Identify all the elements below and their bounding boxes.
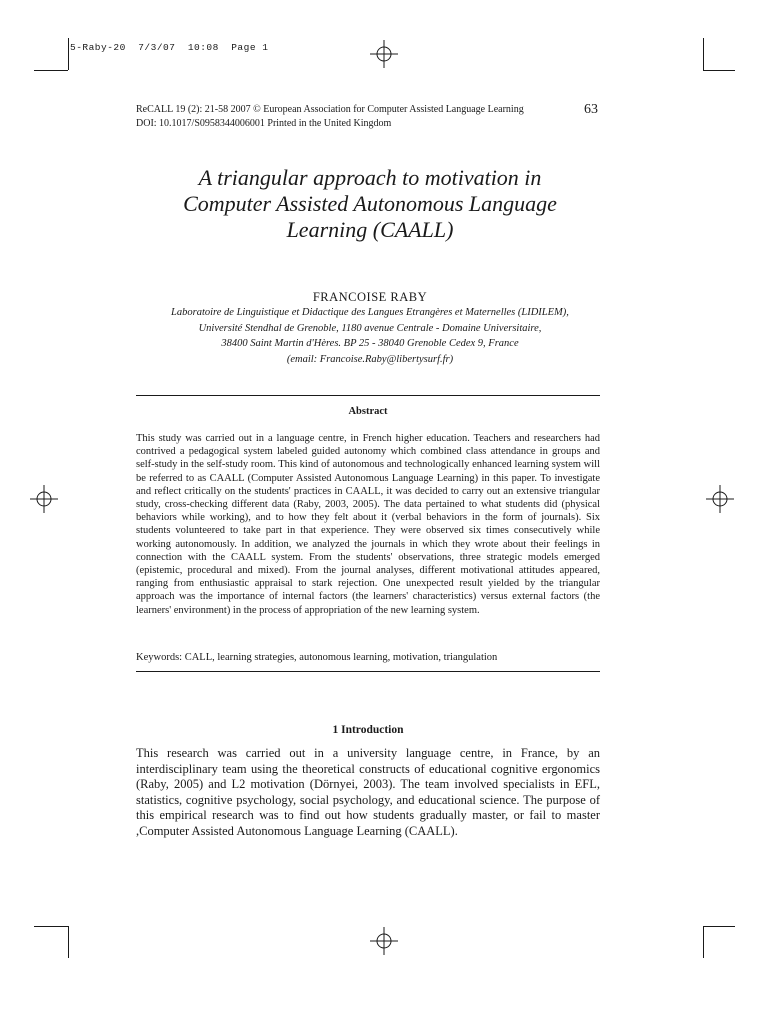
doi-line: DOI: 10.1017/S0958344006001 Printed in the United Kingdom (136, 118, 392, 129)
affiliation-line-1: Laboratoire de Linguistique et Didactique des Langues Etrangères et Maternelles (LIDILEM), (171, 307, 569, 318)
registration-mark-left-icon (30, 485, 58, 513)
registration-mark-right-icon (706, 485, 734, 513)
crop-mark-top-left-v (68, 38, 69, 70)
registration-mark-top-icon (370, 40, 398, 68)
section-heading-introduction: 1 Introduction (332, 724, 404, 736)
page-number: 63 (584, 102, 598, 117)
printer-slug: 5-Raby-20 7/3/07 10:08 Page 1 (70, 42, 269, 53)
registration-mark-bottom-icon (370, 927, 398, 955)
abstract-bottom-rule (136, 671, 600, 672)
introduction-text: This research was carried out in a university language centre, in France, by an interdisciplinary team using the theoretical constructs of educational cognitive ergonomics (Raby, 2005) and L2 motivation (Dörnyei, 2003). The team involved specialists in EFL, statistics, cognitive psychology, social psychology, and educational science. The purpose of this empirical research was to find out how students gradually master, or fail to master ,Computer Assisted Autonomous Language Learning (CAALL). (136, 746, 600, 838)
crop-mark-top-right-v (703, 38, 704, 70)
author-affiliation (120, 305, 620, 367)
article-title (120, 165, 620, 243)
title-line-3: Learning (CAALL) (286, 217, 454, 242)
abstract-text: This study was carried out in a language centre, in French higher education. Teachers and researchers had contrived a pedagogical system labeled guided autonomy which combined class attendance in groups and self-study in the self-study room. This kind of autonomous and technologically enhanced learning system will be referred to as CAALL (Computer Assisted Autonomous Language Learning) in this paper. To investigate and reflect critically on the students' practices in CAALL, it was decided to carry out an extensive triangular study, cross-checking different data (Raby, 2003, 2005). The data pertained to what students did (physical behaviors while working), and to how they felt about it (verbal behaviors in the form of journals). Six students volunteered to take part in that experience. They were observed six times consecutively while working autonomously. In addition, we analyzed the journals in which they wrote about their feelings in connection with the CAALL system. From the students' observations, three strategic models emerged (epistemic, procedural and mixed). From the journal analyses, different motivational attitudes appeared, ranging from enthusiastic appraisal to stark rejection. One unexpected result yielded by the triangular approach was the importance of internal factors (the learners' characteristics) versus external factors (the learners' environment) in the process of appropriation of the new learning system. (136, 433, 600, 616)
abstract-heading: Abstract (348, 406, 388, 417)
title-line-1: A triangular approach to motivation in (198, 165, 542, 190)
crop-mark-bottom-right-h (703, 926, 735, 927)
crop-mark-bottom-right-v (703, 926, 704, 958)
author-email: (email: Francoise.Raby@libertysurf.fr) (286, 353, 454, 365)
crop-mark-top-left-h (34, 70, 68, 71)
crop-mark-bottom-left-h (34, 926, 68, 927)
title-line-2: Computer Assisted Autonomous Language (183, 191, 557, 216)
affiliation-line-3: 38400 Saint Martin d'Hères. BP 25 - 38040 Grenoble Cedex 9, France (221, 338, 519, 349)
journal-citation: ReCALL 19 (2): 21-58 2007 © European Association for Computer Assisted Language Learning (136, 104, 524, 115)
keywords: Keywords: CALL, learning strategies, autonomous learning, motivation, triangulation (136, 652, 498, 663)
crop-mark-top-right-h (703, 70, 735, 71)
author-name: FRANCOISE RABY (312, 290, 428, 304)
abstract-top-rule (136, 395, 600, 396)
crop-mark-bottom-left-v (68, 926, 69, 958)
affiliation-line-2: Université Stendhal de Grenoble, 1180 avenue Centrale - Domaine Universitaire, (198, 322, 542, 334)
